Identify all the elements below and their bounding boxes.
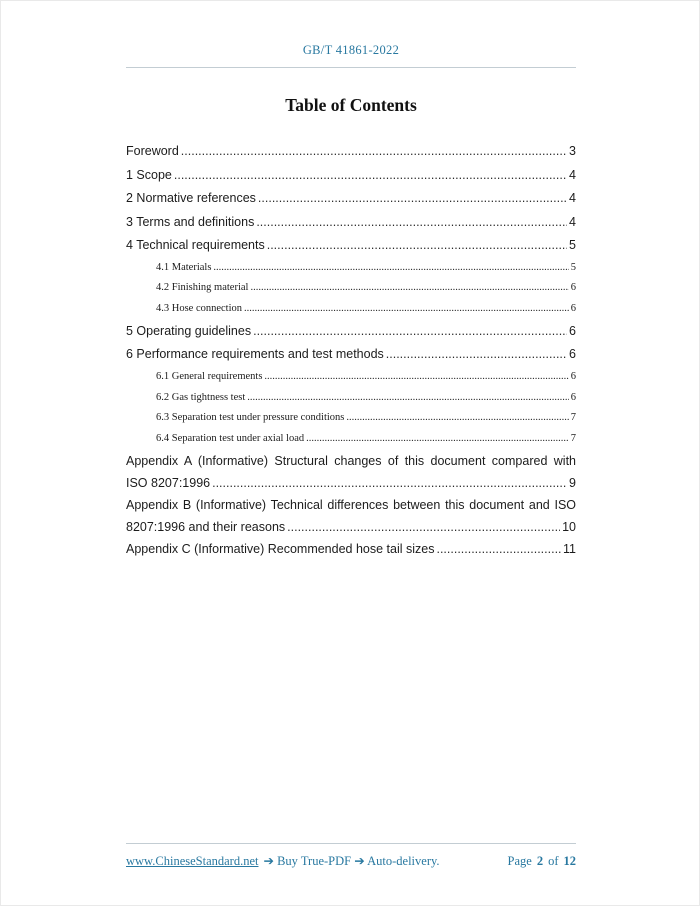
dot-leader bbox=[250, 278, 568, 299]
dot-leader bbox=[436, 539, 561, 561]
toc-entry-page: 3 bbox=[569, 144, 576, 158]
toc-entry-terms-definitions bbox=[126, 211, 576, 235]
toc-entry-foreword bbox=[126, 140, 576, 164]
toc-entry-appendix-b bbox=[126, 495, 576, 538]
toc-entry-separation-test-pressure bbox=[126, 408, 576, 429]
toc-entry-label: 6.2 Gas tightness test bbox=[156, 391, 246, 403]
toc-entry-gas-tightness-test bbox=[126, 388, 576, 409]
dot-leader bbox=[267, 234, 567, 258]
dot-leader bbox=[258, 187, 567, 211]
toc-entry-page: 5 bbox=[570, 261, 576, 273]
dot-leader bbox=[386, 343, 567, 367]
toc-entry-normative-references bbox=[126, 187, 576, 211]
toc-entry-label: Appendix B (Informative) Technical differences between this document and ISO bbox=[126, 498, 576, 513]
toc-entry-page: 4 bbox=[569, 167, 576, 182]
toc-entry-label: 4 Technical requirements bbox=[126, 238, 265, 252]
toc-entry-page: 6 bbox=[570, 282, 576, 294]
toc-entry-label: 1 Scope bbox=[126, 167, 172, 182]
toc-entry-label: 5 Operating guidelines bbox=[126, 323, 252, 338]
toc-entry-separation-test-axial bbox=[126, 429, 576, 450]
dot-leader bbox=[287, 517, 560, 539]
dot-leader bbox=[247, 388, 569, 409]
toc-entry-page: 4 bbox=[569, 214, 576, 229]
page-content bbox=[126, 1, 576, 561]
page-word: Page bbox=[507, 854, 532, 868]
toc-entry-technical-requirements bbox=[126, 234, 576, 258]
footer bbox=[126, 843, 576, 869]
toc-entry-label: 8207:1996 and their reasons bbox=[126, 519, 286, 534]
toc-entry-scope bbox=[126, 164, 576, 188]
toc-entry-page: 11 bbox=[563, 542, 576, 557]
toc-entry-performance-requirements bbox=[126, 343, 576, 367]
dot-leader bbox=[212, 473, 567, 495]
toc-entry-label: 3 Terms and definitions bbox=[126, 214, 255, 229]
doc-number: GB/T 41861-2022 bbox=[302, 43, 400, 57]
toc-entry-label: 6.4 Separation test under axial load bbox=[156, 433, 305, 445]
page-total: 12 bbox=[563, 854, 576, 868]
dot-leader bbox=[213, 258, 568, 279]
toc-entry-page: 6 bbox=[570, 391, 576, 403]
dot-leader bbox=[306, 429, 569, 450]
dot-leader bbox=[181, 140, 567, 164]
toc-entry-appendix-c bbox=[126, 539, 576, 561]
toc-entry-page: 6 bbox=[570, 370, 576, 382]
toc-entry-label: 4.3 Hose connection bbox=[156, 303, 243, 315]
toc-entry-label: 2 Normative references bbox=[126, 191, 256, 205]
toc-entry-label: Foreword bbox=[126, 144, 179, 158]
dot-leader bbox=[174, 164, 567, 188]
of-word: of bbox=[548, 854, 559, 868]
footer-tagline bbox=[126, 853, 440, 869]
site-link[interactable]: www.ChineseStandard.net bbox=[126, 854, 259, 868]
page-indicator bbox=[508, 854, 576, 869]
toc-entry-label: Appendix A (Informative) Structural changes of this document compared with bbox=[126, 454, 576, 469]
toc-entry-page: 9 bbox=[569, 475, 576, 490]
dot-leader bbox=[264, 367, 568, 388]
table-of-contents bbox=[126, 140, 576, 561]
toc-entry-label: 4.1 Materials bbox=[156, 261, 212, 273]
toc-entry-page: 7 bbox=[570, 412, 576, 424]
toc-entry-label: Appendix C (Informative) Recommended hose tail sizes bbox=[126, 542, 435, 557]
toc-entry-page: 6 bbox=[569, 347, 576, 362]
toc-entry-page: 4 bbox=[569, 191, 576, 205]
toc-entry-finishing-material bbox=[126, 278, 576, 299]
toc-entry-general-requirements bbox=[126, 367, 576, 388]
dot-leader bbox=[346, 408, 568, 429]
dot-leader bbox=[253, 320, 567, 344]
dot-leader bbox=[244, 299, 569, 320]
toc-entry-label: ISO 8207:1996 bbox=[126, 475, 211, 490]
footer-tagline-rest: ➔ Buy True-PDF ➔ Auto-delivery. bbox=[263, 854, 440, 868]
toc-entry-appendix-a bbox=[126, 451, 576, 494]
toc-entry-page: 6 bbox=[570, 303, 576, 315]
dot-leader bbox=[256, 211, 567, 235]
toc-entry-page: 7 bbox=[570, 433, 576, 445]
toc-entry-label: 6 Performance requirements and test methods bbox=[126, 347, 384, 362]
toc-entry-page: 5 bbox=[569, 238, 576, 252]
page-number: 2 bbox=[536, 854, 544, 868]
toc-entry-materials bbox=[126, 258, 576, 279]
toc-entry-label: 6.1 General requirements bbox=[156, 370, 263, 382]
toc-entry-hose-connection bbox=[126, 299, 576, 320]
toc-entry-page: 6 bbox=[569, 323, 576, 338]
toc-entry-operating-guidelines bbox=[126, 320, 576, 344]
toc-entry-label: 4.2 Finishing material bbox=[156, 282, 249, 294]
page-title: Table of Contents bbox=[285, 95, 417, 115]
toc-entry-page: 10 bbox=[562, 519, 576, 534]
toc-entry-label: 6.3 Separation test under pressure conditions bbox=[156, 412, 345, 424]
header-rule bbox=[126, 67, 576, 68]
